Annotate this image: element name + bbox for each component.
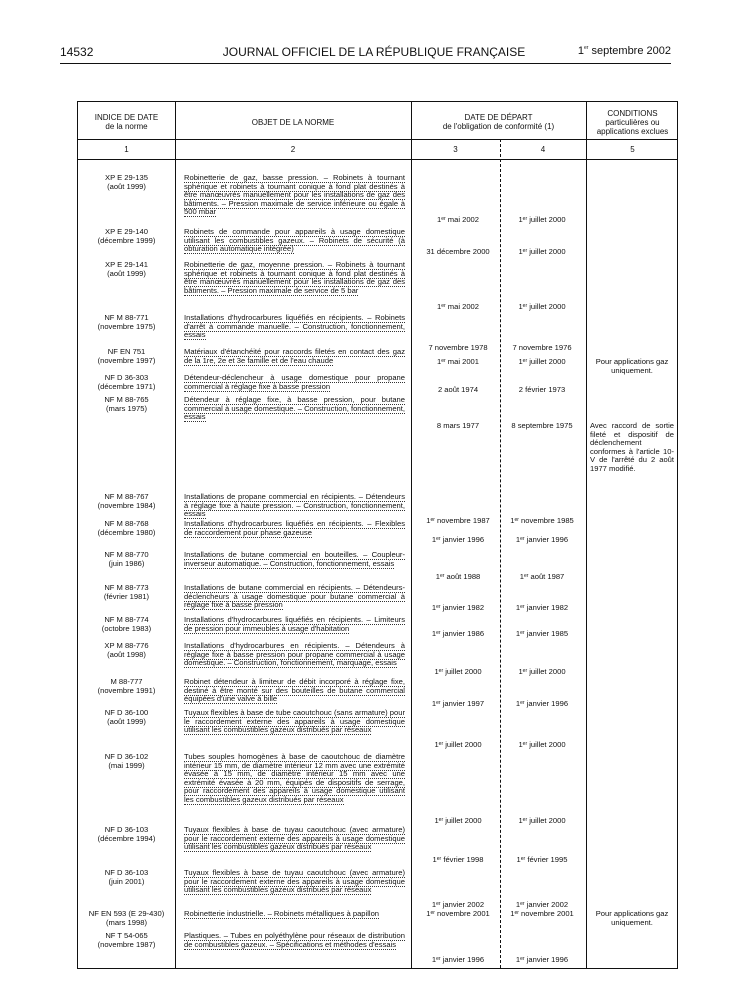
date-column-3 bbox=[416, 604, 500, 613]
header-rule bbox=[60, 63, 671, 64]
date-column-4 bbox=[500, 700, 584, 709]
date-value: 1er janvier 1982 bbox=[431, 603, 485, 612]
standard-index: NF D 36-303 (décembre 1971) bbox=[97, 373, 156, 391]
standard-object: Tuyaux flexibles à base de tuyau caoutchouc (avec armature) pour le raccordement externe des appareils à usage domestique utilisant les combustibles gazeux distribués par réseaux bbox=[184, 868, 405, 895]
standard-index: NF D 36-103 (juin 2001) bbox=[104, 868, 149, 886]
standard-index: NF T 54-065 (novembre 1987) bbox=[97, 931, 156, 949]
standards-table bbox=[77, 101, 678, 969]
date-column-3 bbox=[416, 668, 500, 677]
standard-index: M 88-777 (novembre 1991) bbox=[97, 677, 156, 695]
date-column-3 bbox=[416, 573, 500, 582]
date-value: 1er janvier 1985 bbox=[515, 629, 569, 638]
date-value: 1er juillet 2000 bbox=[518, 247, 566, 256]
column-divider bbox=[500, 139, 501, 968]
standard-object: Installations d'hydrocarbures liquéfiés en récipients. – Robinets d'arrêt à commande manuelle. – Construction, fonctionnement, essais bbox=[184, 313, 405, 340]
date-value: 2 août 1974 bbox=[437, 385, 479, 394]
date-column-3 bbox=[416, 386, 500, 395]
date-column-4 bbox=[500, 817, 584, 826]
date-value: 1er janvier 1982 bbox=[515, 603, 569, 612]
date-value: 1er janvier 1996 bbox=[515, 699, 569, 708]
column-number: 3 bbox=[453, 145, 458, 154]
date-value: 1er novembre 1987 bbox=[426, 516, 490, 525]
standard-object: Installations de butane commercial en bouteilles. – Coupleur-inverseur automatique. – Construction, fonctionnement, essais bbox=[184, 550, 405, 568]
date-column-3 bbox=[416, 856, 500, 865]
date-column-3 bbox=[416, 910, 500, 919]
date-value: 8 mars 1977 bbox=[436, 421, 480, 430]
standard-index: NF M 88-771 (novembre 1975) bbox=[97, 313, 156, 331]
issue-date-ordinal: er bbox=[583, 45, 589, 51]
date-column-4 bbox=[500, 303, 584, 312]
conditions-note: Avec raccord de sortie fileté et dispositif de déclenchement conformes à l'article 10-V de l'arrêté du 2 août 1977 modifié. bbox=[590, 421, 674, 473]
date-column-4 bbox=[500, 668, 584, 677]
standard-index: NF M 88-773 (février 1981) bbox=[103, 583, 150, 601]
standard-object: Installations d'hydrocarbures liquéfiés en récipients. – Flexibles de raccordement pour phase gazeuse bbox=[184, 519, 405, 537]
date-column-3 bbox=[416, 817, 500, 826]
standard-object: Robinetterie industrielle. – Robinets métalliques à papillon bbox=[184, 909, 380, 918]
date-value: 8 septembre 1975 bbox=[511, 421, 573, 430]
date-column-4 bbox=[500, 216, 584, 225]
header-rule bbox=[78, 159, 677, 160]
column-number: 1 bbox=[124, 145, 129, 154]
standard-index: NF D 36-103 (décembre 1994) bbox=[97, 825, 156, 843]
column-number: 2 bbox=[290, 145, 296, 154]
standard-index: NF EN 593 (E 29-430) (mars 1998) bbox=[88, 909, 165, 927]
standard-index: NF M 88-765 (mars 1975) bbox=[104, 395, 149, 413]
date-column-4 bbox=[500, 536, 584, 545]
date-column-3 bbox=[416, 422, 500, 431]
date-column-4 bbox=[500, 517, 584, 526]
date-column-3 bbox=[416, 216, 500, 225]
date-column-4 bbox=[500, 573, 584, 582]
standard-index: NF M 88-774 (octobre 1983) bbox=[101, 615, 152, 633]
standard-object: Détendeur-déclencheur à usage domestique pour propane commercial à réglage fixe à basse pression bbox=[184, 373, 405, 391]
date-value: 7 novembre 1976 bbox=[512, 343, 572, 352]
column-number: 5 bbox=[630, 145, 635, 154]
date-value: 1er août 1987 bbox=[519, 572, 565, 581]
date-column-3 bbox=[416, 741, 500, 750]
standard-object: Installations d'hydrocarbures liquéfiés en récipients. – Limiteurs de pression pour immeubles à usage d'habitation bbox=[184, 615, 405, 633]
date-value: 1er juillet 2000 bbox=[518, 302, 566, 311]
standard-object: Robinets de commande pour appareils à usage domestique utilisant les combustibles gazeux. – Robinets de sécurité (à obturation automatique intégrée) bbox=[184, 227, 405, 254]
date-column-4 bbox=[500, 741, 584, 750]
standard-index: XP E 29-141 (août 1999) bbox=[105, 260, 148, 278]
standard-index: NF M 88-767 (novembre 1984) bbox=[97, 492, 156, 510]
date-column-4 bbox=[500, 604, 584, 613]
issue-date bbox=[578, 45, 671, 57]
standard-object: Matériaux d'étanchéité pour raccords filetés en contact des gaz de la 1re, 2e et 3e famille et de l'eau chaude bbox=[184, 347, 405, 365]
date-value: 7 novembre 1978 bbox=[428, 343, 488, 352]
standard-object: Tubes souples homogènes à base de caoutchouc de diamètre intérieur 15 mm, de diamètre intérieur 12 mm avec une extrémité évasée à 15 mm, de diamètre intérieur 15 mm avec une extrémité évasée à 20 mm, équipés de dispositifs de serrage, pour raccordement des appareils à usage domestique utilisant les combustibles gazeux distribués par réseaux bbox=[184, 752, 405, 804]
standard-index: NF M 88-768 (décembre 1980) bbox=[97, 519, 156, 537]
date-value: 1er juillet 2000 bbox=[434, 740, 482, 749]
date-value: 1er janvier 2002 bbox=[431, 900, 485, 909]
header-rule bbox=[78, 139, 677, 140]
date-value: 1er janvier 1996 bbox=[515, 535, 569, 544]
standard-object: Robinet détendeur à limiteur de débit incorporé à réglage fixe, destiné à être monté sur des bouteilles de butane commercial équipées d'une valve à bille bbox=[184, 677, 405, 704]
date-column-4 bbox=[500, 248, 584, 257]
standard-object: Installations d'hydrocarbures en récipients. – Détendeurs à réglage fixe à basse pression pour propane commercial à usage domestique. – Construction, fonctionnement, marquage, essais bbox=[184, 641, 405, 668]
date-column-3 bbox=[416, 956, 500, 965]
date-column-3 bbox=[416, 344, 500, 353]
standard-object: Détendeur à réglage fixe, à basse pression, pour butane commercial à usage domestique. – Construction, fonctionnement, essais bbox=[184, 395, 405, 422]
date-value: 31 décembre 2000 bbox=[426, 247, 490, 256]
date-value: 1er janvier 1986 bbox=[431, 629, 485, 638]
date-column-3 bbox=[416, 517, 500, 526]
date-value: 2 février 1973 bbox=[518, 385, 566, 394]
standard-object: Robinetterie de gaz, basse pression. – Robinets à tournant sphérique et robinets à tournant conique à fond plat destinés à être manœuvrés manuellement pour les installations de gaz des bâtiments. – Pression maximale de service inférieure ou égale à 500 mbar bbox=[184, 173, 405, 217]
header-objet: OBJET DE LA NORME bbox=[251, 118, 335, 127]
conditions-note: Pour applications gaz uniquement. bbox=[595, 909, 669, 927]
date-column-4 bbox=[500, 956, 584, 965]
date-value: 1er juillet 2000 bbox=[518, 667, 566, 676]
standard-index: NF M 88-770 (juin 1986) bbox=[104, 550, 149, 568]
standard-index: NF EN 751 (novembre 1997) bbox=[97, 347, 156, 365]
page-header bbox=[0, 0, 748, 60]
date-value: 1er novembre 2001 bbox=[510, 909, 574, 918]
date-column-4 bbox=[500, 386, 584, 395]
date-value: 1er janvier 2002 bbox=[515, 900, 569, 909]
date-value: 1er mai 2002 bbox=[436, 302, 480, 311]
date-value: 1er juillet 2000 bbox=[518, 357, 566, 366]
date-column-3 bbox=[416, 303, 500, 312]
standard-index: XP M 88-776 (août 1998) bbox=[104, 641, 149, 659]
date-value: 1er juillet 2000 bbox=[518, 215, 566, 224]
column-divider bbox=[175, 102, 176, 968]
column-divider bbox=[586, 102, 587, 968]
standard-index: XP E 29-140 (décembre 1999) bbox=[97, 227, 156, 245]
date-column-3 bbox=[416, 248, 500, 257]
date-column-4 bbox=[500, 630, 584, 639]
standard-object: Tuyaux flexibles à base de tube caoutchouc (sans armature) pour le raccordement externe des appareils à usage domestique utilisant les combustibles gazeux distribués par réseaux bbox=[184, 708, 405, 735]
date-value: 1er janvier 1997 bbox=[431, 699, 485, 708]
date-value: 1er février 1998 bbox=[432, 855, 484, 864]
date-column-4 bbox=[500, 358, 584, 367]
header-conditions: CONDITIONS particulières ou applications exclues bbox=[596, 109, 669, 136]
standard-index: XP E 29-135 (août 1999) bbox=[105, 173, 148, 191]
date-value: 1er janvier 1996 bbox=[431, 955, 485, 964]
standard-object: Plastiques. – Tubes en polyéthylène pour réseaux de distribution de combustibles gazeux. – Spécifications et méthodes d'essais bbox=[184, 931, 405, 949]
header-indice: INDICE DE DATE de la norme bbox=[94, 113, 159, 131]
date-value: 1er juillet 2000 bbox=[434, 816, 482, 825]
standard-object: Tuyaux flexibles à base de tuyau caoutchouc (avec armature) pour le raccordement externe des appareils à usage domestique utilisant les combustibles gazeux distribués par réseaux bbox=[184, 825, 405, 852]
date-column-4 bbox=[500, 856, 584, 865]
date-column-4 bbox=[500, 344, 584, 353]
issue-date-month-year: septembre 2002 bbox=[588, 45, 671, 57]
date-value: 1er novembre 1985 bbox=[510, 516, 574, 525]
page-number: 14532 bbox=[60, 45, 94, 59]
date-value: 1er juillet 2000 bbox=[518, 816, 566, 825]
date-value: 1er novembre 2001 bbox=[426, 909, 490, 918]
standard-object: Installations de propane commercial en récipients. – Détendeurs à réglage fixe à haute pression. – Construction, fonctionnement, essais bbox=[184, 492, 405, 519]
standard-object: Robinetterie de gaz, moyenne pression. – Robinets à tournant sphérique et robinets à tournant conique à fond plat destinés à être manœuvrés manuellement pour les installations de gaz des bâtiments. – Pression maximale de service de 5 bar bbox=[184, 260, 405, 295]
date-value: 1er août 1988 bbox=[435, 572, 481, 581]
standard-index: NF D 36-100 (août 1999) bbox=[104, 708, 149, 726]
column-divider bbox=[411, 102, 412, 968]
date-value: 1er mai 2001 bbox=[436, 357, 480, 366]
date-value: 1er juillet 2000 bbox=[434, 667, 482, 676]
date-value: 1er janvier 1996 bbox=[431, 535, 485, 544]
date-value: 1er février 1995 bbox=[516, 855, 568, 864]
standard-index: NF D 36-102 (mai 1999) bbox=[104, 752, 149, 770]
date-column-3 bbox=[416, 536, 500, 545]
header-date-depart: DATE DE DÉPART de l'obligation de conformité (1) bbox=[442, 113, 555, 131]
journal-title: JOURNAL OFFICIEL DE LA RÉPUBLIQUE FRANÇAISE bbox=[222, 45, 526, 59]
date-column-4 bbox=[500, 422, 584, 431]
date-column-3 bbox=[416, 358, 500, 367]
date-value: 1er juillet 2000 bbox=[518, 740, 566, 749]
conditions-note: Pour applications gaz uniquement. bbox=[595, 357, 669, 375]
date-column-3 bbox=[416, 630, 500, 639]
issue-date-day: 1 bbox=[577, 45, 584, 57]
standard-object: Installations de butane commercial en récipients. – Détendeurs-déclencheurs à usage domestique pour butane commercial à réglage fixe à basse pression bbox=[184, 583, 405, 610]
column-number: 4 bbox=[540, 145, 546, 154]
date-value: 1er mai 2002 bbox=[436, 215, 480, 224]
date-column-4 bbox=[500, 910, 584, 919]
date-column-3 bbox=[416, 700, 500, 709]
date-value: 1er janvier 1996 bbox=[515, 955, 569, 964]
